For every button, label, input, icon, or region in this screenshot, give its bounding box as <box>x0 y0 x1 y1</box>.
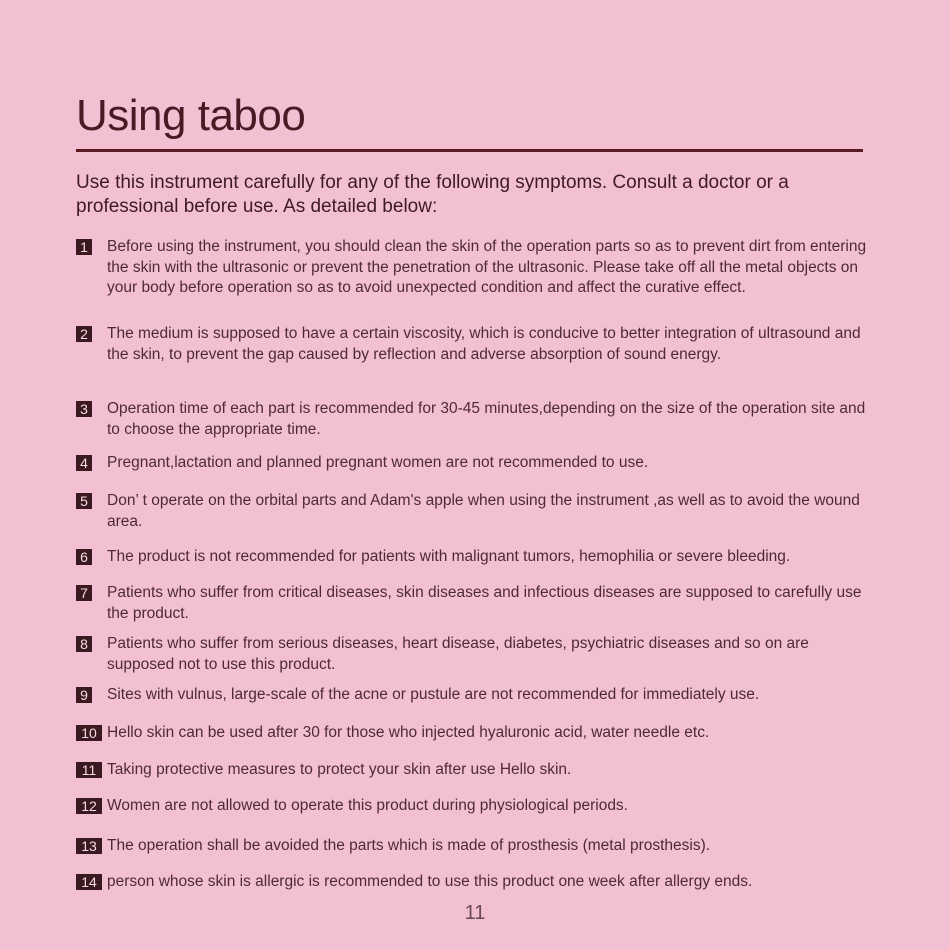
list-item <box>76 324 876 365</box>
item-text: Hello skin can be used after 30 for those who injected hyaluronic acid, water needle etc. <box>107 724 710 741</box>
list-item <box>76 685 876 706</box>
item-text: Don’ t operate on the orbital parts and Adam's apple when using the instrument ,as well as to avoid the wound area. <box>107 492 860 530</box>
list-item <box>76 836 876 857</box>
item-text: The product is not recommended for patients with malignant tumors, hemophilia or severe bleeding. <box>107 548 791 565</box>
list-item <box>76 399 876 440</box>
item-text: Sites with vulnus, large-scale of the acne or pustule are not recommended for immediately use. <box>107 686 760 703</box>
list-item <box>76 583 876 624</box>
list-item <box>76 547 876 568</box>
item-text: person whose skin is allergic is recommended to use this product one week after allergy ends. <box>107 873 753 890</box>
item-text: Before using the instrument, you should clean the skin of the operation parts so as to prevent dirt from entering the skin with the ultrasonic or prevent the penetration of the ultrasonic. Please take off all the metal objects on your body before operation so as to avoid unexpected condition and affect the curative effect. <box>107 238 867 296</box>
item-text: Women are not allowed to operate this product during physiological periods. <box>107 797 628 814</box>
item-number-badge: 6 <box>76 549 92 565</box>
item-number-badge: 9 <box>76 687 92 703</box>
item-text: The operation shall be avoided the parts which is made of prosthesis (metal prosthesis). <box>107 837 711 854</box>
item-number-badge: 14 <box>76 874 102 890</box>
list-item <box>76 872 876 893</box>
item-text: Taking protective measures to protect your skin after use Hello skin. <box>107 761 572 778</box>
item-number-badge: 12 <box>76 798 102 814</box>
item-text: Pregnant,lactation and planned pregnant women are not recommended to use. <box>107 454 649 471</box>
title-divider <box>76 149 863 152</box>
item-number-badge: 3 <box>76 401 92 417</box>
item-text: The medium is supposed to have a certain viscosity, which is conducive to better integration of ultrasound and the skin, to prevent the gap caused by reflection and adverse absorption of sound energy. <box>107 325 861 363</box>
intro-paragraph: Use this instrument carefully for any of the following symptoms. Consult a doctor or a professional before use. As detailed below: <box>76 172 789 217</box>
list-item <box>76 760 876 781</box>
item-text: Patients who suffer from serious diseases, heart disease, diabetes, psychiatric diseases and so on are supposed not to use this product. <box>107 635 809 673</box>
list-item <box>76 491 876 532</box>
list-item <box>76 237 876 299</box>
list-item <box>76 723 876 744</box>
item-number-badge: 4 <box>76 455 92 471</box>
list-item <box>76 453 876 474</box>
item-number-badge: 11 <box>76 762 102 778</box>
item-number-badge: 8 <box>76 636 92 652</box>
item-text: Operation time of each part is recommended for 30-45 minutes,depending on the size of the operation site and to choose the appropriate time. <box>107 400 866 438</box>
item-number-badge: 2 <box>76 326 92 342</box>
item-number-badge: 7 <box>76 585 92 601</box>
list-item <box>76 796 876 817</box>
page-title: Using taboo <box>76 91 306 140</box>
item-text: Patients who suffer from critical diseases, skin diseases and infectious diseases are supposed to carefully use the product. <box>107 584 862 622</box>
list-item <box>76 634 876 675</box>
item-number-badge: 13 <box>76 838 102 854</box>
item-number-badge: 5 <box>76 493 92 509</box>
item-number-badge: 1 <box>76 239 92 255</box>
page-number: 11 <box>464 902 486 924</box>
item-number-badge: 10 <box>76 725 102 741</box>
